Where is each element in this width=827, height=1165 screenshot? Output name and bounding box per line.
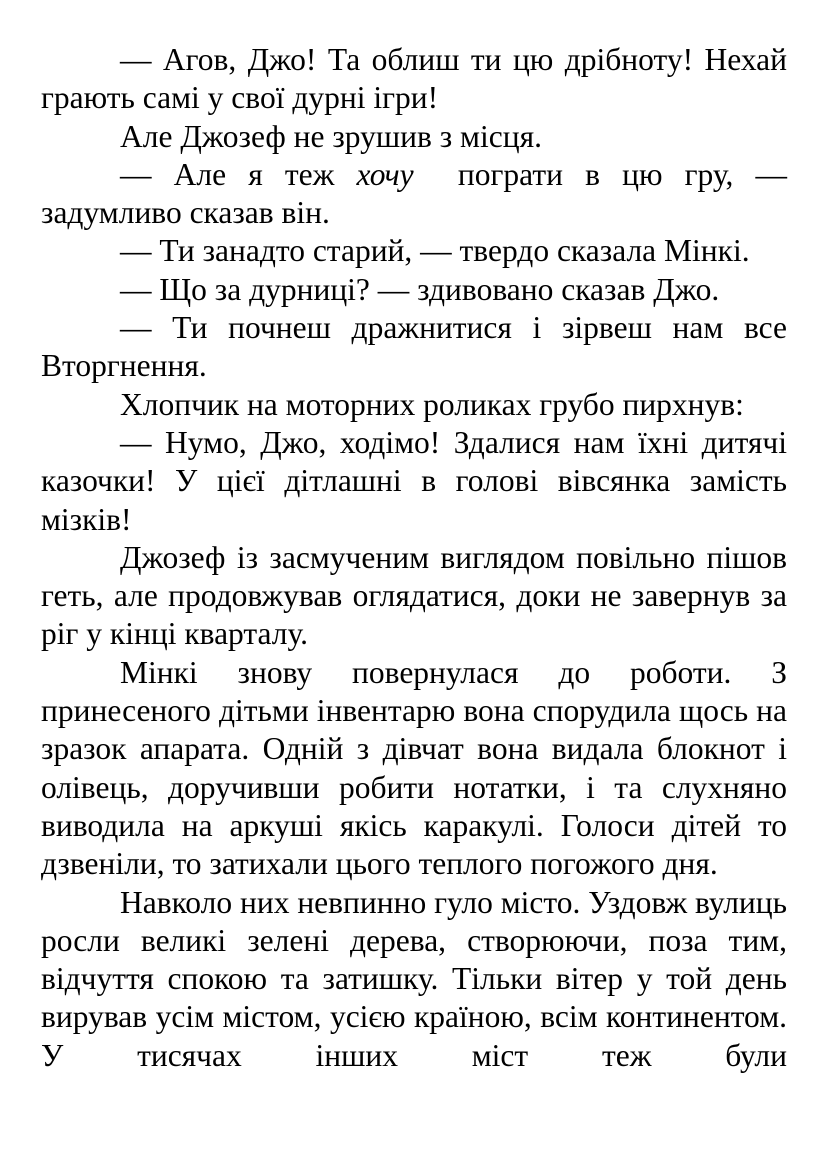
paragraph-11: Навколо них невпинно гуло місто. Уздовж вулиць росли великі зелені дерева, створюючи, поза тим, відчуття спокою та затишку. Тільки вітер у той день вирував усім містом, усією країною, всім континентом. У тисячах інших міст теж були [41,884,787,1073]
paragraph-9: Джозеф із засмученим виглядом повільно пішов геть, але продовжував оглядатися, доки не завернув за ріг у кінці кварталу. [41,539,787,652]
paragraph-3-start: — Але я теж [120,156,357,192]
paragraph-3 [41,156,795,233]
paragraph-7: Хлопчик на моторних роликах грубо пирхнув: [120,386,744,422]
paragraph-5: — Що за дурниці? — здивовано сказав Джо. [120,271,720,307]
paragraph-10: Мінкі знову повернулася до роботи. З принесеного дітьми інвентарю вона спорудила щось на зразок апарата. Одній з дівчат вона видала блокнот і олівець, доручивши робити нотатки, і та слухняно виводила на аркуші якісь каракулі. Голоси дітей то дзвеніли, то затихали цього теплого погожого дня. [41,654,787,882]
paragraph-8: — Нумо, Джо, ходімо! Здалися нам їхні дитячі казочки! У цієї дітлашні в голові вівсянка замість мізків! [41,424,787,537]
paragraph-3-end: пограти в цю гру, — задумливо сказав він. [41,156,795,231]
paragraph-4: — Ти занадто старий, — твердо сказала Мінкі. [120,233,750,269]
paragraph-6: — Ти почнеш дражнитися і зірвеш нам все Вторгнення. [41,310,787,384]
paragraph-2: Але Джозеф не зрушив з місця. [120,118,542,154]
paragraph-1: — Агов, Джо! Та облиш ти цю дрібноту! Нехай грають самі у свої дурні ігри! [41,42,787,116]
emphasized-word: хочу [356,156,414,192]
